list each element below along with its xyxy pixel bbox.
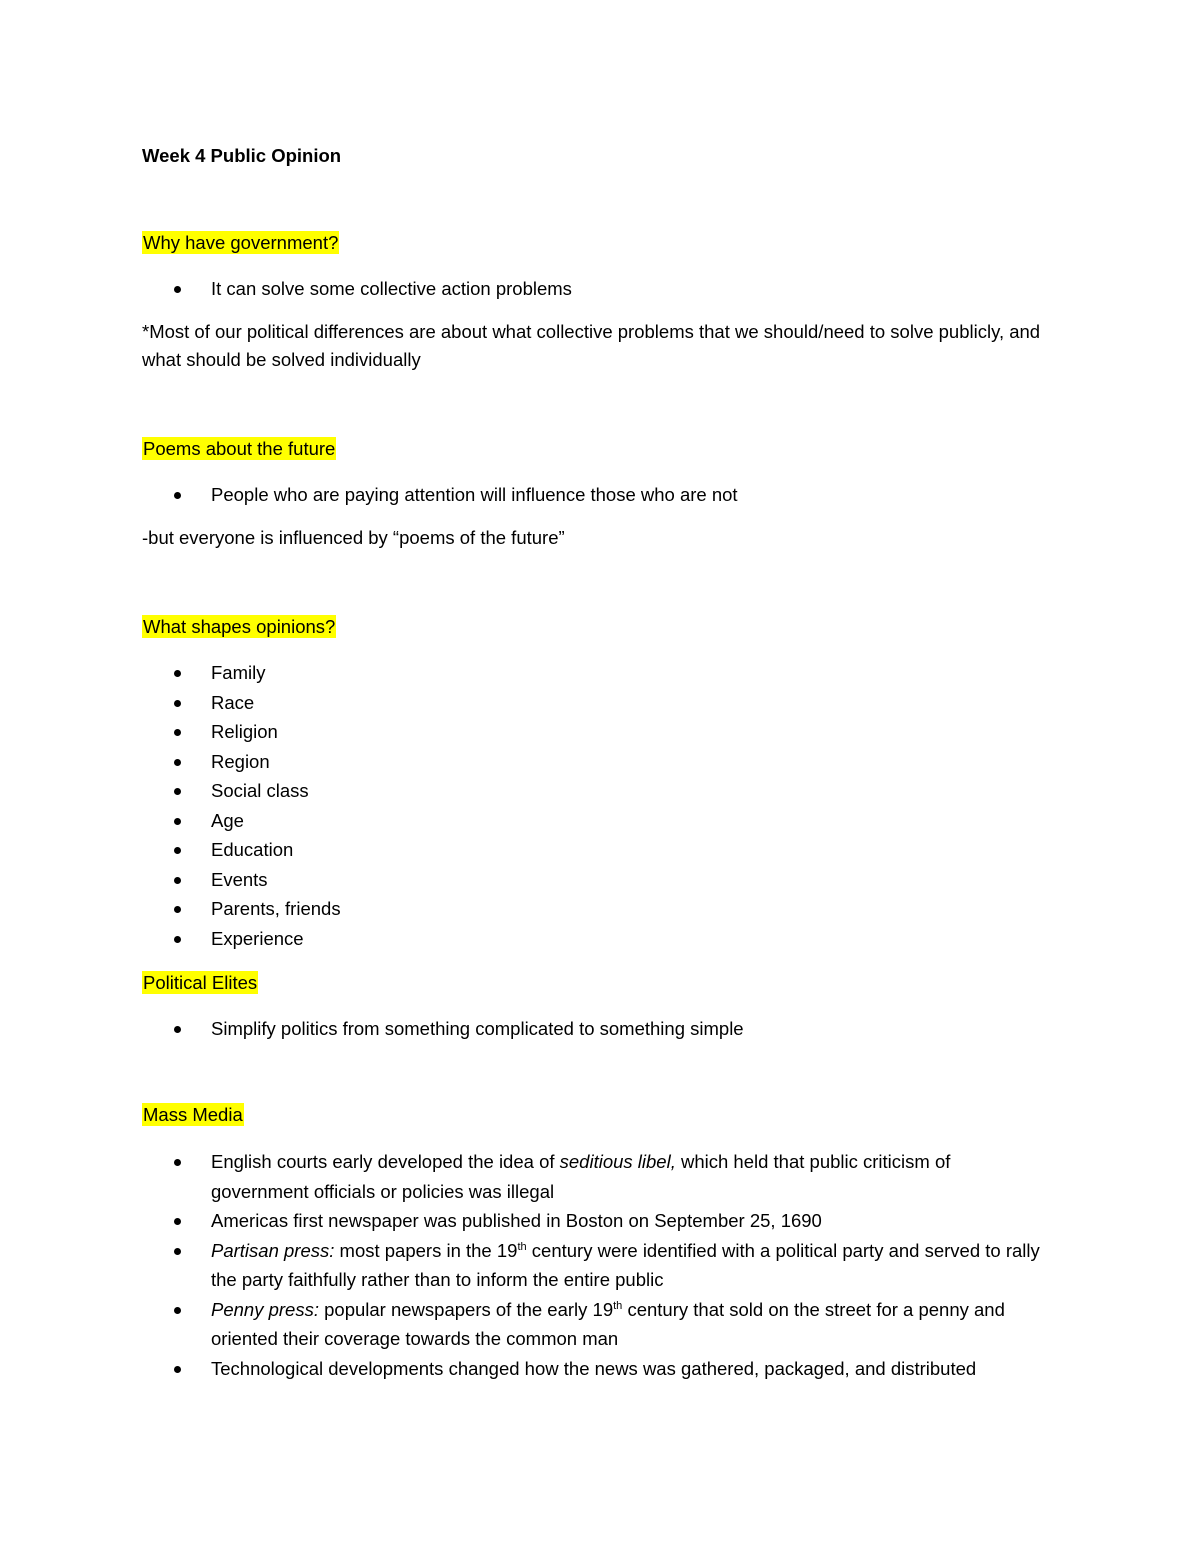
heading-text: What shapes opinions? <box>143 616 336 637</box>
list-item: Penny press: popular newspapers of the early 19th century that sold on the street for a penny and oriented their coverage towards the common man <box>142 1295 1052 1354</box>
list-item: English courts early developed the idea of seditious libel, which held that public criticism of government officials or policies was illegal <box>142 1147 1052 1206</box>
page-title: Week 4 Public Opinion <box>142 145 342 166</box>
section-heading-government <box>142 229 339 257</box>
section-heading-shapes <box>142 613 336 641</box>
bullet-icon <box>174 700 181 707</box>
list-item: Parents, friends <box>142 894 1052 924</box>
bullet-icon <box>174 670 181 677</box>
section-heading-media <box>142 1101 244 1129</box>
heading-text: Political Elites <box>143 972 258 993</box>
bullet-icon <box>174 492 181 499</box>
list-item: Education <box>142 835 1052 865</box>
list-item: Partisan press: most papers in the 19th century were identified with a political party and served to rally the party faithfully rather than to inform the entire public <box>142 1236 1052 1295</box>
list-item: Americas first newspaper was published in Boston on September 25, 1690 <box>142 1206 1052 1236</box>
bullet-icon <box>174 936 181 943</box>
bullet-list-shapes <box>142 658 1052 953</box>
list-item: Family <box>142 658 1052 688</box>
bullet-icon <box>174 906 181 913</box>
bullet-icon <box>174 286 181 293</box>
list-item: Events <box>142 865 1052 895</box>
bullet-icon <box>174 1366 181 1373</box>
bullet-list-government <box>142 274 1052 304</box>
bullet-icon <box>174 847 181 854</box>
heading-text: Why have government? <box>143 232 339 253</box>
bullet-list-elites <box>142 1014 1052 1044</box>
list-item: Technological developments changed how the news was gathered, packaged, and distributed <box>142 1354 1052 1384</box>
bullet-icon <box>174 729 181 736</box>
list-item: People who are paying attention will influence those who are not <box>142 480 1052 510</box>
list-item: Experience <box>142 924 1052 954</box>
bullet-icon <box>174 1026 181 1033</box>
bullet-icon <box>174 1159 181 1166</box>
bullet-icon <box>174 759 181 766</box>
bullet-list-media <box>142 1147 1052 1383</box>
note-poems: -but everyone is influenced by “poems of the future” <box>142 527 565 548</box>
bullet-icon <box>174 1248 181 1255</box>
list-item: Age <box>142 806 1052 836</box>
bullet-icon <box>174 1218 181 1225</box>
list-item: It can solve some collective action problems <box>142 274 1052 304</box>
heading-text: Poems about the future <box>143 438 336 459</box>
bullet-icon <box>174 1307 181 1314</box>
bullet-icon <box>174 788 181 795</box>
bullet-icon <box>174 877 181 884</box>
note-government: *Most of our political differences are about what collective problems that we should/need to solve publicly, and what should be solved individually <box>142 321 1041 370</box>
list-item: Simplify politics from something complicated to something simple <box>142 1014 1052 1044</box>
bullet-list-poems <box>142 480 1052 510</box>
list-item: Religion <box>142 717 1052 747</box>
list-item: Social class <box>142 776 1052 806</box>
list-item: Race <box>142 688 1052 718</box>
heading-text: Mass Media <box>143 1104 243 1125</box>
bullet-icon <box>174 818 181 825</box>
section-heading-elites <box>142 969 258 997</box>
section-heading-poems <box>142 435 336 463</box>
list-item: Region <box>142 747 1052 777</box>
